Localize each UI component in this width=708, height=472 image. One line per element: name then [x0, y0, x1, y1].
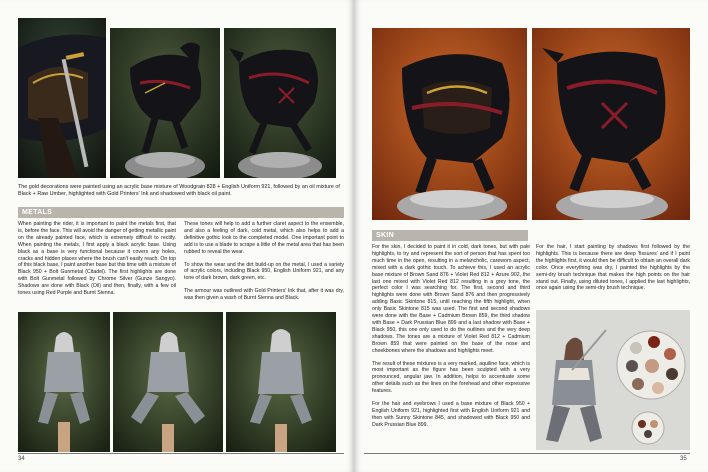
metals-column-1 — [18, 221, 176, 303]
right-page — [354, 0, 708, 472]
section-header-skin: SKIN — [372, 230, 528, 241]
photo-rider-back — [226, 312, 336, 452]
photo-horse-rear-orange — [532, 28, 690, 220]
photo-caption: The gold decorations were painted using an acrylic base mixture of Woodgrain 828 + English Uniform 921, followed by an oil mixture of Black + Raw Umber, highlighted with Gold Printers' Ink and shadowed with black oil paint. — [18, 184, 340, 197]
skin-paragraph: For the skin, I decided to paint it in cold, dark tones, but with pale highlights, to try and represent the sort of person that has spent too much time in the open, resulting in a melancholic, careworn aspect, mixed with a dark gothic touch. To achieve this, I used an acrylic base mixture of Brown Sand 876 + Violet Red 812 + Azure 902, the last one mixed with Violet Red 812 resulting in a grey tone, the perfect color I was searching for. The first, second and third highlights were done with Brown Sand 876 and then progressively adding Basic Skintone 815, until reaching the fifth highlight, when only Basic Skintone 815 was used. The first and second shadows were done with the Base + Cadmium Brown 859, the third shadow with Base + Dark Prussian Blue 899 and a last shadow with Base + Black 950, this one only used to do the outlines and the very deep shadows. The tones are a mixture of Violet Red 812 + Cadmium Brown 859 that were painted on the base of the nose and cheekbones where the shadows and highlights meet. — [372, 244, 530, 354]
photo-painted-figure-palette — [536, 310, 690, 450]
metals-paragraph: The armour was outlined with Gold Printers' Ink that, after it was dry, was then given a wash of Burnt Sienna and Black. — [184, 288, 344, 302]
skin-paragraph: For the hair, I start painting by shadows first followed by the highlights. This is because there are deep 'fissures' and if I paint the highlights first, it would then be difficult to obtain an overall dark color. Once everything was dry, I painted the highlights by the semi-dry brush technique that makes the high points on the hair stand out. Finally, using diluted tones, I applied the last highlights, once again using the semi-dry brush technique. — [536, 244, 690, 292]
skin-paragraph: For the hair and eyebrows I used a base mixture of Black 950 + English Uniform 921, highlighted first with English Uniform 921 and then with Sunny Skintone 845, and shadowed with Black 950 and Dark Prussian Blue 899. — [372, 401, 530, 428]
page-number: 34 — [18, 456, 25, 462]
metals-paragraph: To show the wear and the dirt build-up on the metal, I used a variety of acrylic colors, including Black 950, English Uniform 921, and any tone of dark brown, dark green, etc. — [184, 261, 344, 282]
page-number: 35 — [680, 456, 687, 462]
photo-horse-front — [110, 28, 220, 178]
photo-horse-rear — [224, 28, 336, 178]
photo-rider-front — [18, 312, 110, 452]
photo-rider-side — [113, 312, 223, 452]
section-header-metals: METALS — [18, 207, 344, 218]
skin-column-2 — [536, 244, 690, 298]
skin-column-1 — [372, 244, 530, 435]
photo-saddle-sword-detail — [18, 18, 106, 178]
footer-rule — [364, 453, 690, 454]
footer-rule — [18, 453, 344, 454]
metals-paragraph: When painting the rider, it is important to paint the metals first, that is, before the face. This will avoid the danger of getting metallic paint on the already painted face, which is extremely difficult to rectify. When painting the metals, I first apply a black acrylic base. Using black as a base is very functional because it covers any holes, cracks and hidden places where the brush can't easily reach. On top of this black base, I paint another base but this time with a mixture of Black 950 + Bolt Gunmetal (Citadel). The first highlights are done with Bolt Gunmetal followed by Chrome Silver (Gunze Sangyo). Shadows are done with Black (Oil) and then, finally, with a few oil tones using Red Purple and Burnt Sienna. — [18, 221, 176, 297]
photo-horse-saddle-orange — [372, 28, 527, 220]
skin-paragraph: The result of these mixtures is a very marked, aquiline face, which is most important as the figure has been sculpted with a very pronounced, angular jaw. In addition, helps to accentuate some other details such as the lines on the forehead and other expressive features. — [372, 360, 530, 395]
metals-column-2 — [184, 221, 344, 308]
metals-paragraph: These tones will help to add a further claret aspect to the ensemble, and also a feeling of dark, cold metal, which also helps to add a definitive gothic look to the completed model. One important point to add is to use a blade to scrape a little of the metal area that has been rubbed to reveal the wear. — [184, 221, 344, 255]
